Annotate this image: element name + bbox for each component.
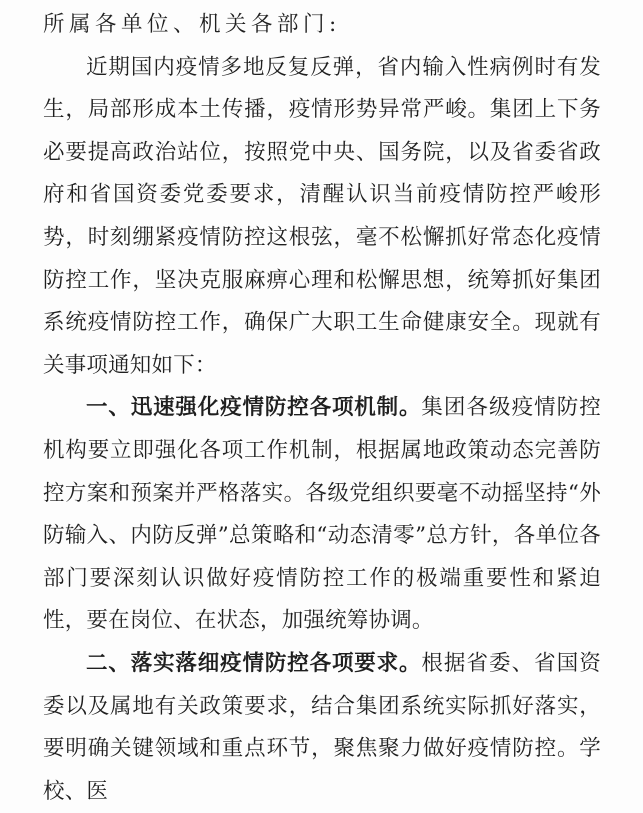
salutation-line: 所属各单位、机关各部门: xyxy=(43,12,341,37)
section-heading: 一、迅速强化疫情防控各项机制。 xyxy=(86,395,422,421)
section-heading: 二、落实落细疫情防控各项要求。 xyxy=(86,650,422,676)
paragraph-2: 一、迅速强化疫情防控各项机制。集团各级疫情防控机构要立即强化各项工作机制，根据属地政策动态完善防控方案和预案并严格落实。各级党组织要毫不动摇坚持“外防输入、内防反弹”总策略和“动态清零”总方针，各单位各部门要深刻认识做好疫情防控工作的极端重要性和紧迫性，要在岗位、在状态，加强统筹协调。 xyxy=(43,395,601,634)
document-body xyxy=(43,47,601,813)
paragraph-1: 近期国内疫情多地反复反弹，省内输入性病例时有发生，局部形成本土传播，疫情形势异常严峻。集团上下务必要提高政治站位，按照党中央、国务院，以及省委省政府和省国资委党委要求，清醒认识当前疫情防控严峻形势，时刻绷紧疫情防控这根弦，毫不松懈抓好常态化疫情防控工作，坚决克服麻痹心理和松懈思想，统筹抓好集团系统疫情防控工作，确保广大职工生命健康安全。现就有关事项通知如下： xyxy=(43,54,601,378)
paragraph-3: 二、落实落细疫情防控各项要求。根据省委、省国资委以及属地有关政策要求，结合集团系统实际抓好落实，要明确关键领域和重点环节，聚焦聚力做好疫情防控。学校、医 xyxy=(43,650,601,804)
